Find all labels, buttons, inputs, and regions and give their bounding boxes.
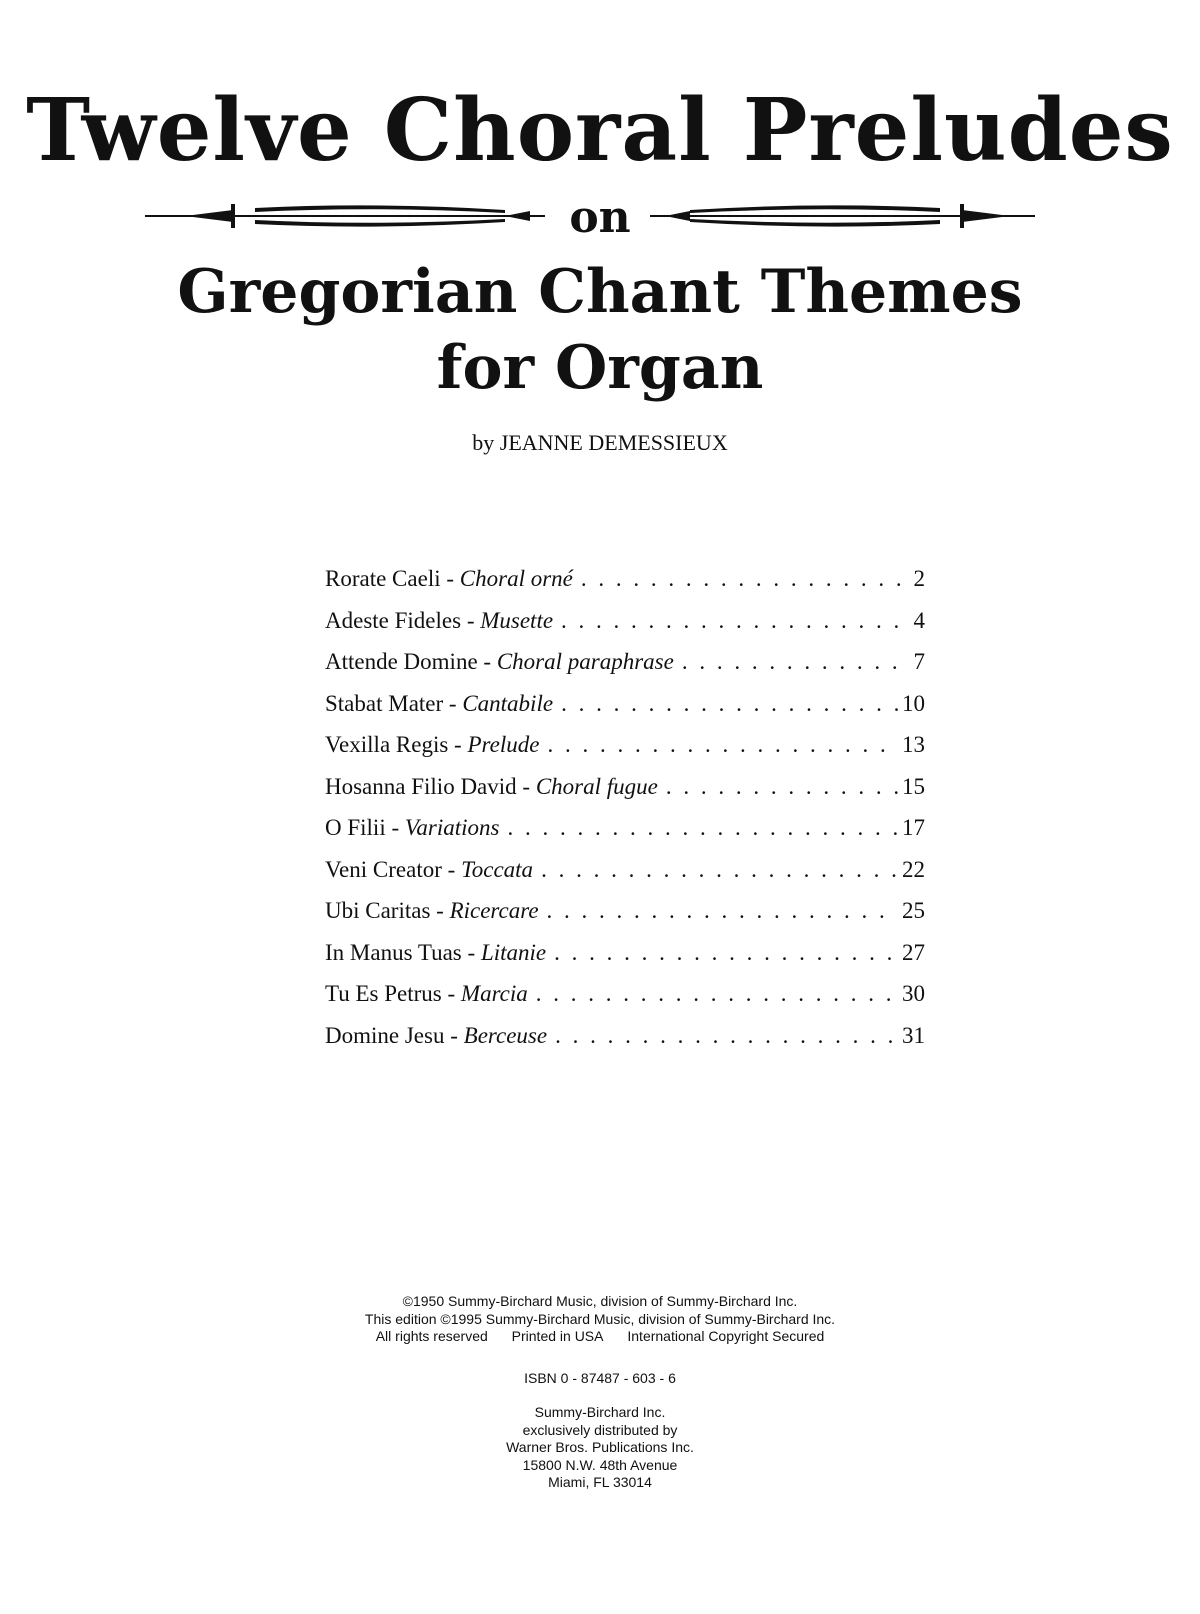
piece-form: Choral paraphrase (496, 649, 674, 674)
distribution-line-5: Miami, FL 33014 (548, 1474, 652, 1490)
page-number: 10 (902, 690, 925, 716)
page-number: 30 (902, 981, 925, 1006)
distribution-line-3: Warner Bros. Publications Inc. (506, 1439, 694, 1455)
dot-leader (554, 940, 898, 966)
toc-row (325, 981, 925, 1023)
dot-leader (541, 857, 898, 883)
piece-name: Domine Jesu (325, 1022, 445, 1048)
separator: - (467, 939, 476, 965)
piece-form: Musette (480, 607, 554, 633)
piece-form: Cantabile (462, 690, 554, 716)
dot-leader (547, 732, 898, 758)
international-copyright: International Copyright Secured (627, 1328, 825, 1344)
separator: - (522, 773, 531, 799)
page-number: 31 (902, 1022, 925, 1048)
page-number: 27 (902, 939, 925, 965)
page-number: 4 (913, 607, 925, 633)
distribution-line-4: 15800 N.W. 48th Avenue (522, 1456, 678, 1473)
piece-name: Attende Domine (325, 649, 478, 674)
piece-form: Choral orné (459, 566, 573, 591)
page-number: 22 (902, 856, 925, 882)
page-number: 25 (902, 898, 925, 923)
toc-row (325, 774, 925, 816)
dot-leader (547, 898, 898, 924)
piece-form: Choral fugue (535, 773, 658, 799)
toc-row (325, 566, 925, 608)
piece-form: Prelude (467, 732, 540, 757)
toc-row (325, 898, 925, 940)
piece-form: Ricercare (449, 898, 539, 923)
title-connector: on (569, 192, 631, 243)
dot-leader (507, 815, 898, 841)
dot-leader (561, 691, 898, 717)
dot-leader (666, 774, 898, 800)
page-number: 2 (913, 566, 925, 591)
piece-form: Litanie (480, 939, 547, 965)
piece-name: Veni Creator (325, 856, 442, 882)
separator: - (447, 856, 456, 882)
table-of-contents (325, 566, 925, 1064)
separator: - (447, 981, 456, 1006)
rights-line (0, 1328, 1200, 1346)
rights-reserved: All rights reserved (375, 1328, 488, 1344)
page-number: 15 (902, 773, 925, 799)
distribution-line-2: exclusively distributed by (522, 1421, 678, 1438)
separator: - (448, 690, 457, 716)
separator: - (446, 566, 455, 591)
printed-in: Printed in USA (511, 1328, 604, 1344)
page-number: 13 (902, 732, 925, 757)
copyright-line-2: This edition ©1995 Summy-Birchard Music, division of Summy-Birchard Inc. (364, 1310, 836, 1327)
toc-row (325, 732, 925, 774)
toc-row (325, 691, 925, 733)
separator: - (391, 815, 400, 840)
separator: - (454, 732, 462, 757)
title-main: Twelve Choral Preludes (26, 80, 1174, 181)
toc-row (325, 649, 925, 691)
piece-name: Ubi Caritas (325, 898, 431, 923)
title-subtitle-line2: for Organ (436, 333, 764, 403)
piece-form: Berceuse (463, 1022, 548, 1048)
copyright-block (0, 1293, 1200, 1346)
dot-leader (536, 981, 898, 1007)
piece-name: Adeste Fideles (325, 607, 462, 633)
piece-form: Toccata (461, 856, 534, 882)
dot-leader (682, 649, 910, 675)
separator: - (483, 649, 492, 674)
page-number: 7 (913, 649, 925, 674)
toc-row (325, 940, 925, 982)
piece-name: Vexilla Regis (325, 732, 449, 757)
title-subtitle-line1: Gregorian Chant Themes (177, 257, 1023, 327)
toc-row (325, 857, 925, 899)
piece-name: Rorate Caeli (325, 566, 441, 591)
dot-leader (561, 608, 909, 634)
piece-name: O Filii (325, 815, 386, 840)
separator: - (466, 607, 475, 633)
toc-row (325, 1023, 925, 1065)
byline: by JEANNE DEMESSIEUX (472, 430, 728, 455)
distribution-block (0, 1404, 1200, 1492)
distribution-line-1: Summy-Birchard Inc. (534, 1404, 666, 1420)
piece-name: In Manus Tuas (325, 939, 462, 965)
piece-name: Hosanna Filio David (325, 773, 517, 799)
piece-name: Tu Es Petrus (325, 981, 442, 1006)
dot-leader (555, 1023, 898, 1049)
isbn: ISBN 0 - 87487 - 603 - 6 (524, 1370, 676, 1386)
dot-leader (581, 566, 910, 592)
toc-row (325, 608, 925, 650)
piece-name: Stabat Mater (325, 690, 444, 716)
piece-form: Variations (404, 815, 500, 840)
separator: - (450, 1022, 458, 1048)
piece-form: Marcia (460, 981, 528, 1006)
separator: - (436, 898, 444, 923)
toc-row (325, 815, 925, 857)
page-number: 17 (902, 815, 925, 840)
copyright-line-1: ©1950 Summy-Birchard Music, division of Summy-Birchard Inc. (402, 1293, 798, 1309)
